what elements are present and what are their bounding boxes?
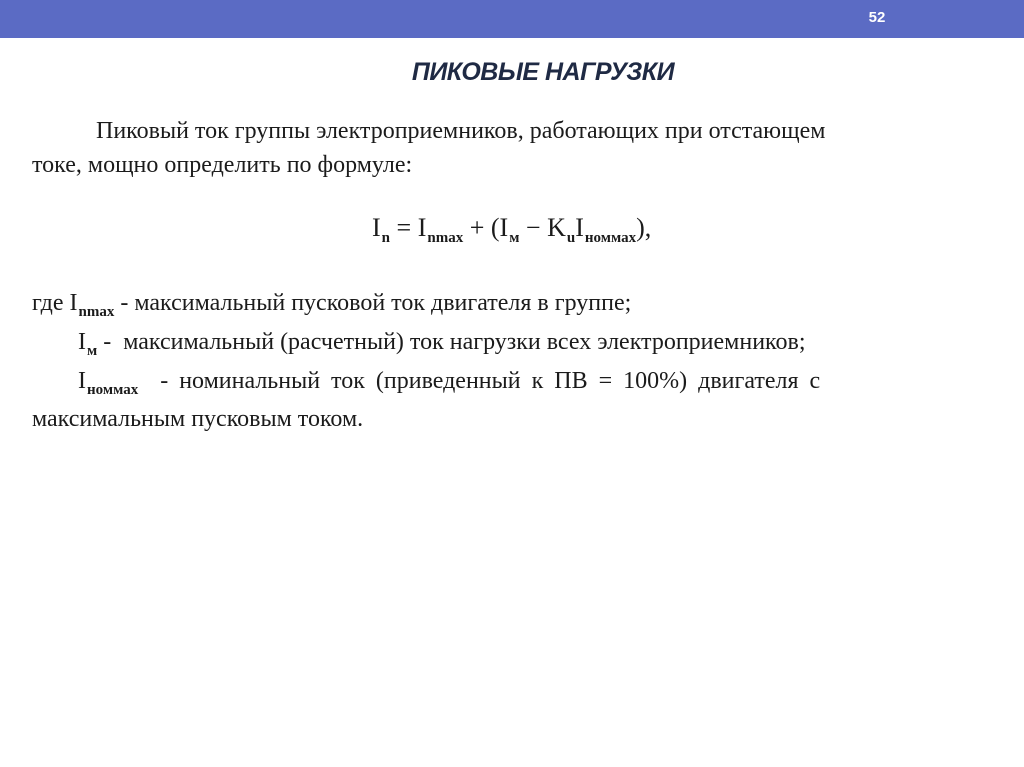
intro-line-1: Пиковый ток группы электроприемников, работающих при отстающем <box>96 118 826 144</box>
formula-minus: − <box>519 213 548 242</box>
formula-plus: + ( <box>463 213 500 242</box>
definition-2: $I_м$ - максимальный (расчетный) ток нагрузки всех электроприемников; <box>78 329 806 359</box>
def3-symbol: $I_{номмах}$ <box>78 368 139 398</box>
definition-3-continuation: максимальным пусковым током. <box>32 406 364 432</box>
formula <box>372 213 651 247</box>
intro-line-2: токе, мощно определить по формуле: <box>32 152 413 178</box>
formula-term-i-m: $I_м$ <box>499 213 520 246</box>
definition-1: где $I_{nmax}$ - максимальный пусковой ток двигателя в группе; <box>32 290 632 320</box>
def2-symbol: $I_м$ <box>78 329 98 359</box>
definition-3: $I_{номмах}$ - номинальный ток (приведенный к ПВ = 100%) двигателя с <box>78 368 821 398</box>
formula-term-i-nommax: $I_{номмах}$ <box>575 213 637 246</box>
slide-number: 52 <box>868 9 886 26</box>
formula-eq: = <box>390 213 418 242</box>
formula-end: ), <box>636 213 652 242</box>
top-bar <box>0 0 1024 38</box>
def1-symbol: $I_{nmax}$ <box>69 290 115 320</box>
formula-term-i-nmax: $I_{nmax}$ <box>417 213 464 246</box>
formula-lhs: $I_n$ <box>372 213 391 246</box>
slide-title: ПИКОВЫЕ НАГРУЗКИ <box>411 58 675 86</box>
formula-term-k-u: $K_u$ <box>547 213 576 246</box>
